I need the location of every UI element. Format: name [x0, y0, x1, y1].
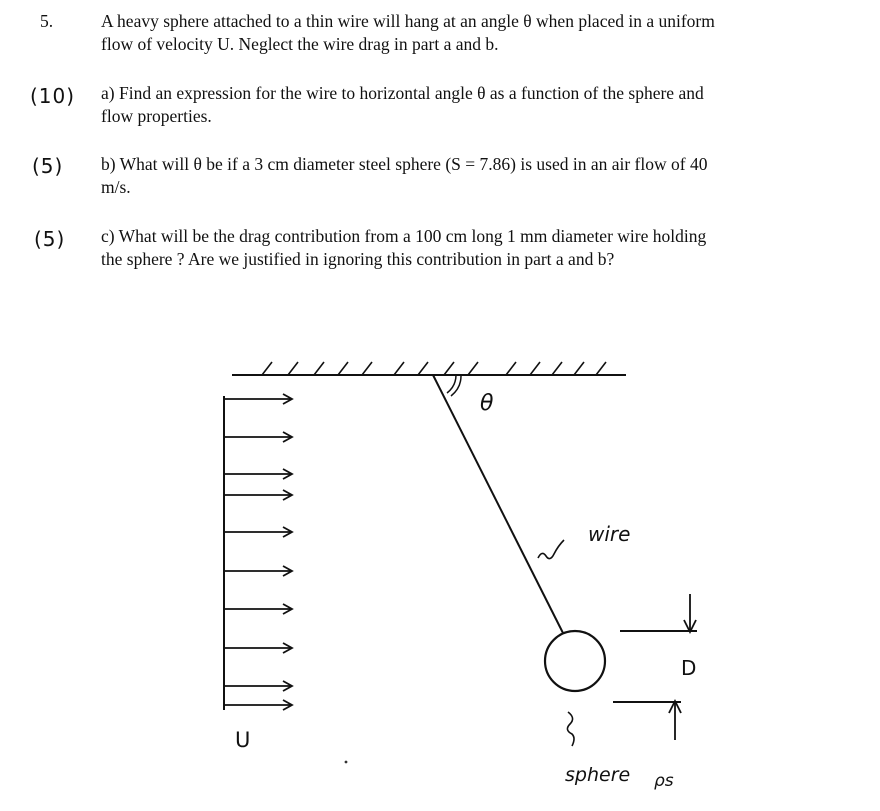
velocity-label: U: [235, 728, 251, 752]
part-c-marks: (5): [34, 227, 66, 251]
density-label: ρs: [654, 771, 674, 791]
sphere-circle: [545, 631, 605, 691]
question-number: 5.: [40, 11, 54, 31]
part-b-line: m/s.: [101, 177, 131, 197]
angle-label: θ: [480, 391, 494, 416]
wire-line: [433, 375, 563, 633]
sphere-label: sphere: [565, 764, 631, 786]
stray-dot: [345, 761, 348, 764]
part-c-line: c) What will be the drag contribution from a 100 cm long 1 mm diameter wire holding: [101, 226, 707, 246]
part-a-marks: (10): [30, 84, 76, 108]
part-b-line: b) What will θ be if a 3 cm diameter steel sphere (S = 7.86) is used in an air flow of 40: [101, 154, 708, 174]
wire-label: wire: [588, 522, 631, 546]
intro-line: flow of velocity U. Neglect the wire drag in part a and b.: [101, 34, 499, 54]
diameter-label: D: [681, 656, 697, 680]
angle-arc: [447, 375, 456, 393]
part-a-line: flow properties.: [101, 106, 212, 126]
part-b-marks: (5): [32, 154, 64, 178]
sphere-pointer: [567, 712, 574, 746]
intro-line: A heavy sphere attached to a thin wire will hang at an angle θ when placed in a uniform: [101, 11, 715, 31]
part-a-line: a) Find an expression for the wire to horizontal angle θ as a function of the sphere and: [101, 83, 704, 103]
part-c-line: the sphere ? Are we justified in ignoring this contribution in part a and b?: [101, 249, 615, 269]
wire-pointer: [538, 540, 564, 559]
ceiling-hatch: [262, 362, 606, 375]
velocity-arrows: [224, 394, 292, 710]
